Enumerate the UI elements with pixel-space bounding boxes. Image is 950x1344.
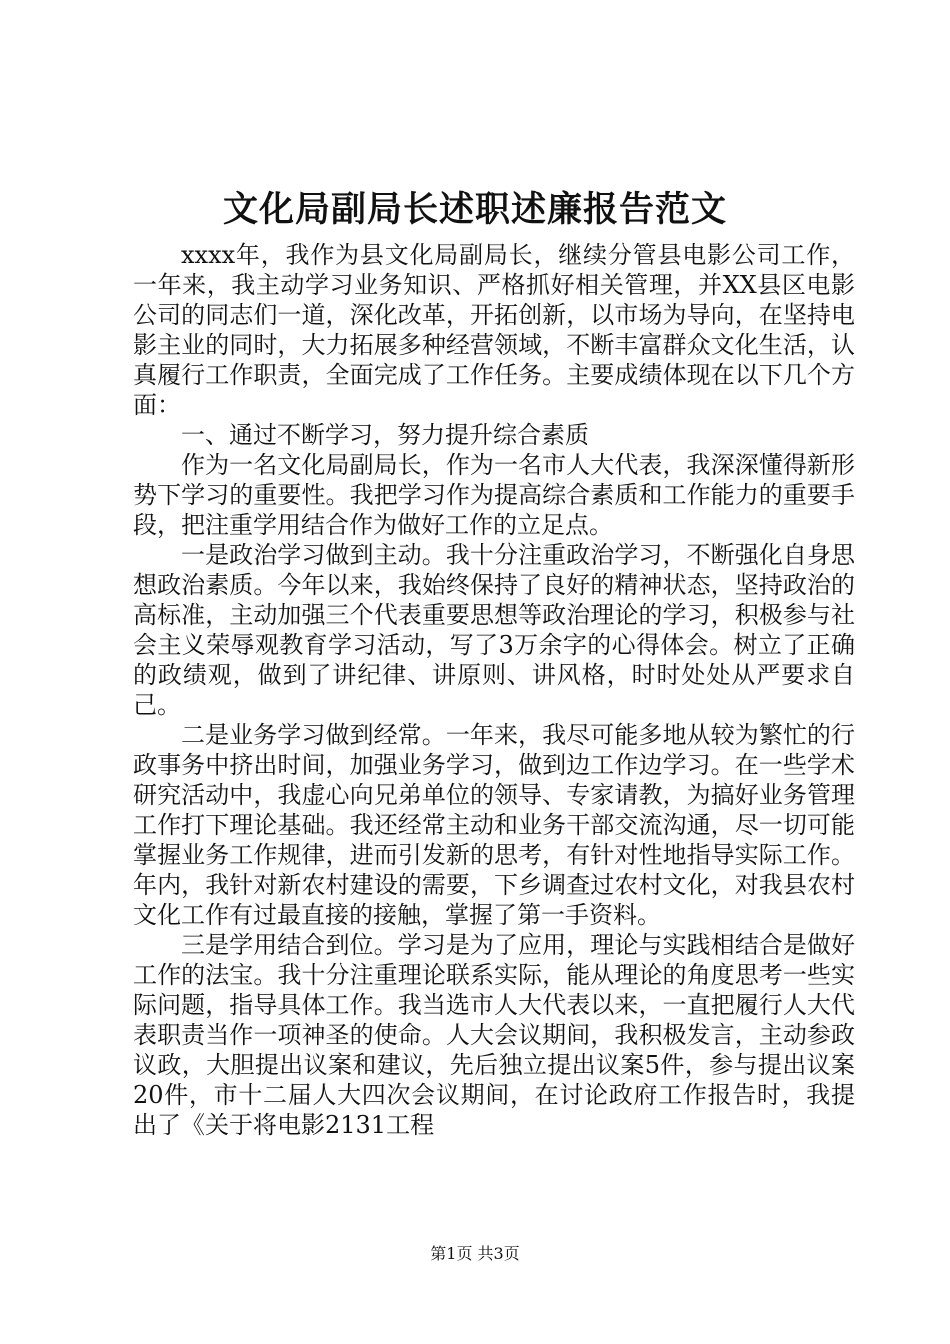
section-heading-1: 一、通过不断学习，努力提升综合素质: [181, 421, 589, 449]
document-body: [133, 240, 855, 1140]
paragraph-learning-importance: 作为一名文化局副局长，作为一名市人大代表，我深深懂得新形势下学习的重要性。我把学习作为提高综合素质和工作能力的重要手段，把注重学用结合作为做好工作的立足点。: [133, 451, 855, 539]
page-number: 第1页 共3页: [430, 1244, 520, 1263]
paragraph-political-study: 一是政治学习做到主动。我十分注重政治学习，不断强化自身思想政治素质。今年以来，我始终保持了良好的精神状态，坚持政治的高标准，主动加强三个代表重要思想等政治理论的学习，积极参与社会主义荣辱观教育学习活动，写了3万余字的心得体会。树立了正确的政绩观，做到了讲纪律、讲原则、讲风格，时时处处从严要求自己。: [133, 541, 855, 719]
paragraph-business-study: 二是业务学习做到经常。一年来，我尽可能多地从较为繁忙的行政事务中挤出时间，加强业务学习，做到边工作边学习。在一些学术研究活动中，我虚心向兄弟单位的领导、专家请教，为搞好业务管理工作打下理论基础。我还经常主动和业务干部交流沟通，尽一切可能掌握业务工作规律，进而引发新的思考，有针对性地指导实际工作。年内，我针对新农村建设的需要，下乡调查过农村文化，对我县农村文化工作有过最直接的接触，掌握了第一手资料。: [133, 721, 855, 929]
paragraph-intro: xxxx年，我作为县文化局副局长，继续分管县电影公司工作，一年来，我主动学习业务知识、严格抓好相关管理，并XX县区电影公司的同志们一道，深化改革，开拓创新，以市场为导向，在坚持电影主业的同时，大力拓展多种经营领域，不断丰富群众文化生活，认真履行工作职责，全面完成了工作任务。主要成绩体现在以下几个方面：: [133, 241, 855, 419]
paragraph-theory-practice: 三是学用结合到位。学习是为了应用，理论与实践相结合是做好工作的法宝。我十分注重理论联系实际，能从理论的角度思考一些实际问题，指导具体工作。我当选市人大代表以来，一直把履行人大代表职责当作一项神圣的使命。人大会议期间，我积极发言，主动参政议政，大胆提出议案和建议，先后独立提出议案5件，参与提出议案20件，市十二届人大四次会议期间，在讨论政府工作报告时，我提出了《关于将电影2131工程: [133, 931, 855, 1139]
document-title: 文化局副局长述职述廉报告范文: [222, 189, 727, 230]
